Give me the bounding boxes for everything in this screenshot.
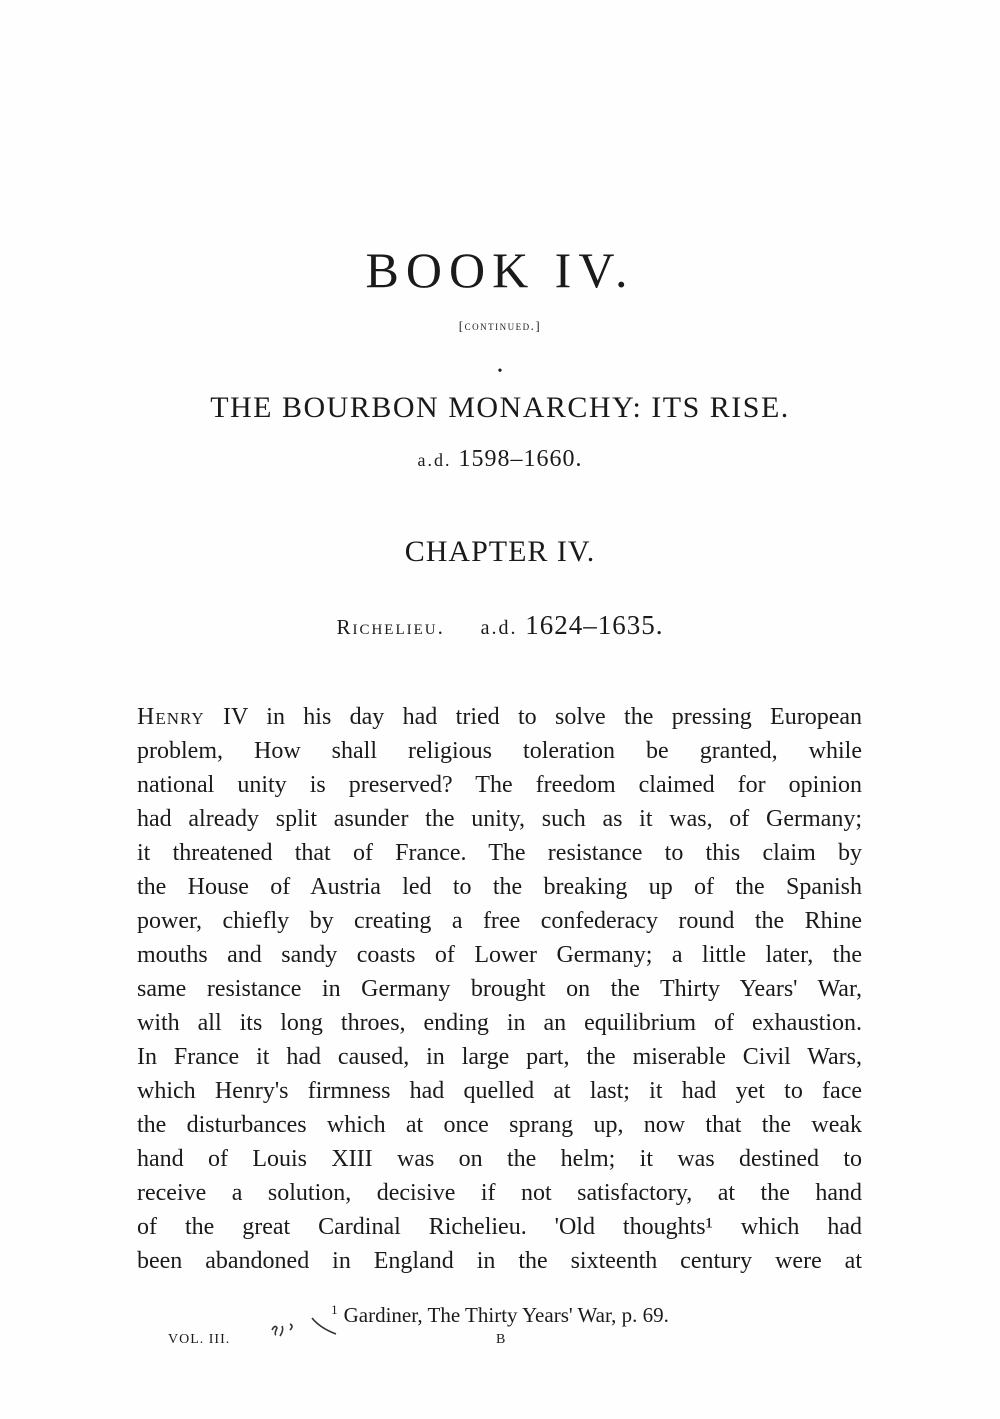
body-line: the disturbances which at once sprang up, now that the weak [137,1112,862,1138]
body-line: it threatened that of France. The resistance to this claim by [137,840,862,866]
part-years: 1598–1660. [458,446,583,472]
body-line: the House of Austria led to the breaking up of the Spanish [137,874,862,900]
body-line: power, chiefly by creating a free confederacy round the Rhine [137,908,862,934]
continued-label: [continued.] [458,318,542,333]
footnote [0,1297,1000,1328]
body-paragraph [137,700,862,1278]
ornament-bullet: • [497,364,503,379]
body-line: been abandoned in England in the sixteenth century were at [137,1248,862,1274]
body-line: receive a solution, decisive if not satisfactory, at the hand [137,1180,862,1206]
body-line: which Henry's firmness had quelled at last; it had yet to face [137,1078,862,1104]
part-dates [0,443,1000,476]
body-line: had already split asunder the unity, such as it was, of Germany; [137,806,862,832]
part-title: THE BOURBON MONARCHY: ITS RISE. [210,391,790,424]
footnote-text: Gardiner, The Thirty Years' War, p. 69. [343,1303,669,1327]
volume-label: VOL. III. [168,1332,231,1347]
body-line: Henry IV in his day had tried to solve the pressing European [137,704,863,730]
chapter-ad-label: a.d. [480,617,518,639]
chapter-years: 1624–1635. [525,610,664,640]
body-line: mouths and sandy coasts of Lower Germany; a little later, the [137,942,862,968]
chapter-name: Richelieu. [336,615,445,639]
body-line: In France it had caused, in large part, the miserable Civil Wars, [137,1044,862,1070]
body-line: same resistance in Germany brought on the Thirty Years' War, [137,976,862,1002]
footnote-marker: 1 [331,1302,338,1317]
signature-mark: B [496,1332,507,1347]
chapter-title: CHAPTER IV. [404,535,596,568]
handwritten-mark-icon [268,1316,338,1344]
lead-word: Henry [137,704,205,730]
part-ad-label: a.d. [417,450,452,470]
body-line: hand of Louis XIII was on the helm; it was destined to [137,1146,862,1172]
book-title: BOOK IV. [365,242,635,298]
body-line: problem, How shall religious toleration be granted, while [137,738,862,764]
body-line: national unity is preserved? The freedom claimed for opinion [137,772,862,798]
body-line: of the great Cardinal Richelieu. 'Old thoughts¹ which had [137,1214,862,1240]
chapter-subtitle [0,608,1000,645]
body-line: with all its long throes, ending in an equilibrium of exhaustion. [137,1010,862,1036]
